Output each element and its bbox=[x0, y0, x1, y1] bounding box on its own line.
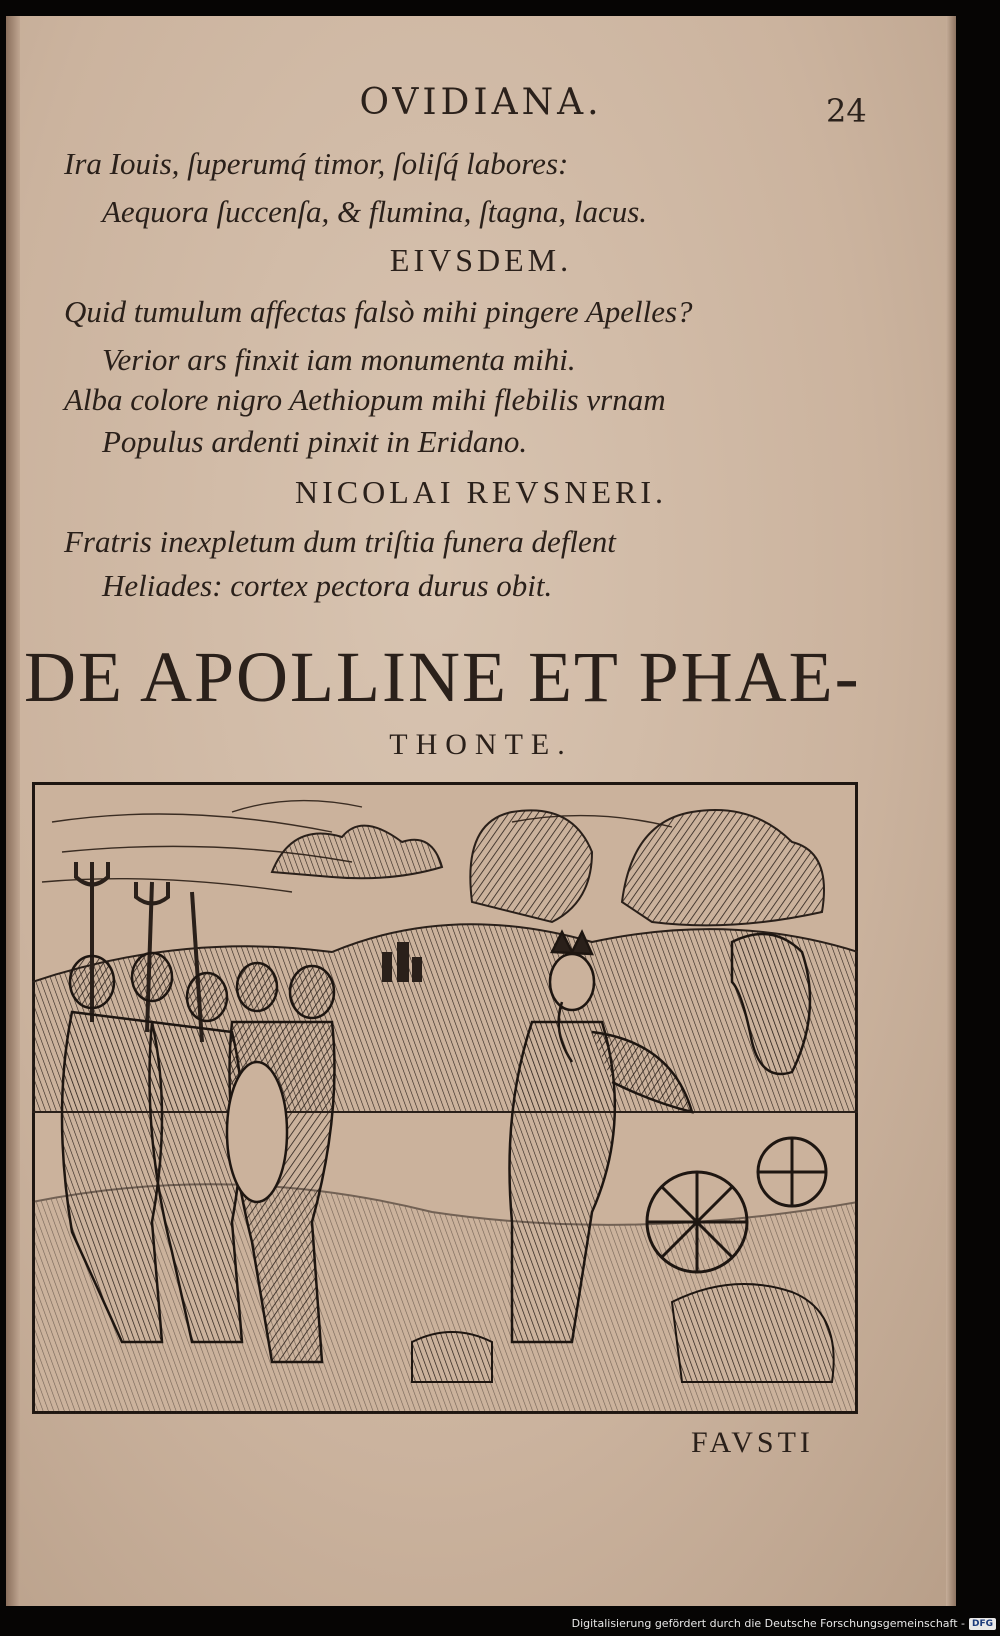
dfg-logo: DFG bbox=[969, 1618, 996, 1630]
verse-line: Verior ars finxit iam monumenta mihi. bbox=[102, 342, 576, 377]
emblem-title-continuation: THONTE. bbox=[389, 728, 573, 761]
credit-text: Digitalisierung gefördert durch die Deutsche Forschungsgemeinschaft - bbox=[571, 1617, 965, 1630]
digitization-credit bbox=[572, 1617, 996, 1630]
verse-line: Fratris inexpletum dum triſtia funera deflent bbox=[64, 524, 616, 559]
page-number: 24 bbox=[826, 92, 867, 130]
verse-line: Alba colore nigro Aethiopum mihi flebilis vrnam bbox=[64, 382, 666, 417]
verse-line: Heliades: cortex pectora durus obit. bbox=[102, 568, 553, 603]
emblem-title: DE APOLLINE ET PHAE- bbox=[24, 637, 861, 717]
verse-line: Aequora ſuccenſa, & flumina, ſtagna, lacus. bbox=[102, 194, 648, 229]
verse-line: Populus ardenti pinxit in Eridano. bbox=[102, 424, 528, 459]
verse-line: Quid tumulum affectas falsò mihi pingere Apelles? bbox=[64, 294, 693, 329]
running-head: OVIDIANA. bbox=[359, 82, 603, 123]
section-heading-eiusdem: EIVSDEM. bbox=[389, 242, 573, 278]
woodcut-illustration bbox=[32, 782, 858, 1414]
book-page bbox=[6, 16, 956, 1606]
verse-line: Ira Iouis, ſuperumq́ timor, ſoliſq́ labores: bbox=[64, 146, 569, 181]
catchword: FAVSTI bbox=[691, 1426, 814, 1459]
section-heading-reusner: NICOLAI REVSNERI. bbox=[295, 474, 667, 510]
